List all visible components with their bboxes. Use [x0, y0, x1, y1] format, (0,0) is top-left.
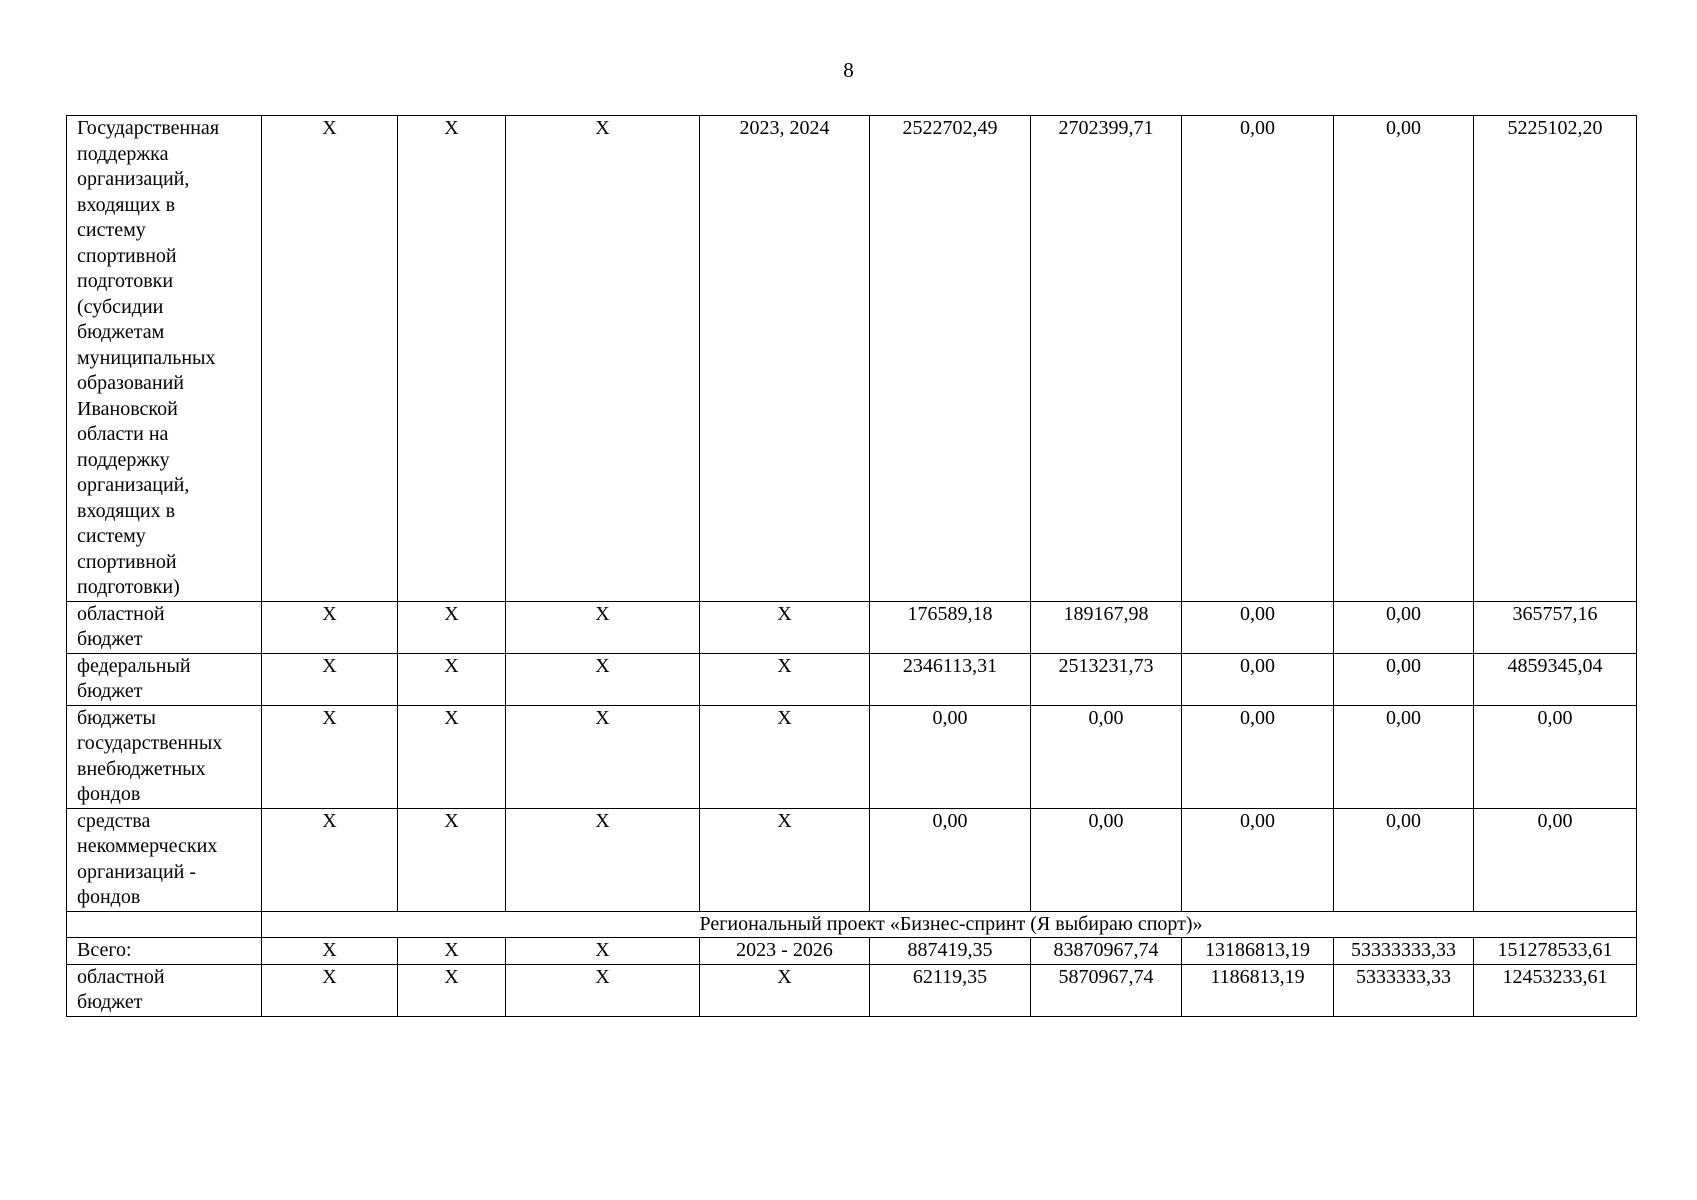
row-label-line: организаций, — [77, 474, 190, 496]
row-label-line: подготовки — [77, 270, 174, 292]
row-label-line: систему — [77, 525, 146, 547]
table-cell-marker: X — [506, 116, 700, 602]
table-cell-amount: 151278533,61 — [1474, 938, 1637, 965]
table-cell-marker: X — [262, 601, 398, 653]
row-label-line: государственных — [77, 732, 223, 754]
table-cell-marker: X — [398, 601, 506, 653]
row-label — [67, 808, 262, 911]
row-label-line: подготовки) — [77, 576, 180, 598]
row-label-line: фондов — [77, 886, 141, 908]
table-cell-marker: X — [700, 601, 870, 653]
table-cell-marker: X — [700, 705, 870, 808]
row-label-line: организаций, — [77, 168, 190, 190]
table-row — [67, 938, 1637, 965]
table-cell-amount: 0,00 — [1334, 705, 1474, 808]
table-cell-marker: X — [506, 653, 700, 705]
table-cell-marker: X — [398, 116, 506, 602]
page-number: 8 — [843, 58, 854, 82]
row-label — [67, 116, 262, 602]
row-label-line: образований — [77, 372, 185, 394]
table-cell-amount: 189167,98 — [1031, 601, 1182, 653]
table-cell-amount: 5870967,74 — [1031, 964, 1182, 1016]
table-cell-amount: 0,00 — [1474, 705, 1637, 808]
table-cell-amount: 12453233,61 — [1474, 964, 1637, 1016]
empty-cell — [67, 911, 262, 938]
table-cell-amount: 13186813,19 — [1182, 938, 1334, 965]
table-row — [67, 705, 1637, 808]
row-label-line: входящих в — [77, 499, 176, 522]
row-label-line: бюджет — [77, 680, 143, 702]
table-row — [67, 601, 1637, 653]
table-cell-marker: X — [700, 964, 870, 1016]
table-row — [67, 653, 1637, 705]
table-cell-amount: 2513231,73 — [1031, 653, 1182, 705]
table-cell-marker: X — [398, 653, 506, 705]
table-cell-amount: 176589,18 — [870, 601, 1031, 653]
row-label-line: федеральный — [77, 654, 191, 677]
table-cell-marker: X — [262, 705, 398, 808]
table-cell-amount: 2702399,71 — [1031, 116, 1182, 602]
table-cell-amount: 2522702,49 — [870, 116, 1031, 602]
row-label-line: (субсидии — [77, 295, 164, 318]
table-cell-amount: 83870967,74 — [1031, 938, 1182, 965]
row-label — [67, 938, 262, 965]
row-label-line: бюджет — [77, 628, 143, 650]
row-label-line: Всего: — [77, 939, 132, 961]
row-label-line: поддержку — [77, 448, 170, 471]
row-label-line: областной — [77, 602, 165, 625]
row-label-line: спортивной — [77, 244, 177, 267]
table-cell-amount: 4859345,04 — [1474, 653, 1637, 705]
table-cell-marker: X — [506, 964, 700, 1016]
row-label-line: Государственная — [77, 117, 220, 139]
table-cell-amount: 0,00 — [1031, 808, 1182, 911]
table-cell-marker: X — [700, 808, 870, 911]
row-label-line: муниципальных — [77, 346, 216, 369]
table-cell-marker: X — [262, 653, 398, 705]
table-cell-amount: 0,00 — [1182, 653, 1334, 705]
table-row — [67, 116, 1637, 602]
table-cell-amount: 365757,16 — [1474, 601, 1637, 653]
table-cell-amount: 0,00 — [1182, 601, 1334, 653]
table-body — [67, 116, 1637, 1017]
table-cell-marker: X — [262, 964, 398, 1016]
table-cell-marker: X — [506, 938, 700, 965]
table-cell-amount: 0,00 — [1474, 808, 1637, 911]
row-label-line: бюджетам — [77, 321, 165, 343]
table-cell-amount: 0,00 — [1182, 808, 1334, 911]
project-header-row — [67, 911, 1637, 938]
table-cell-amount: 0,00 — [1182, 705, 1334, 808]
table-cell-marker: X — [398, 964, 506, 1016]
row-label-line: Ивановской — [77, 397, 178, 420]
row-label-line: поддержка — [77, 142, 169, 165]
row-label-line: спортивной — [77, 550, 177, 573]
table-cell-marker: X — [398, 938, 506, 965]
row-label-line: бюджеты — [77, 706, 156, 729]
row-label-line: систему — [77, 219, 146, 241]
table-cell-amount: 0,00 — [1182, 116, 1334, 602]
budget-table — [66, 115, 1637, 1017]
table-cell-marker: X — [506, 601, 700, 653]
table-cell-marker: X — [398, 705, 506, 808]
table-cell-amount: 0,00 — [1334, 601, 1474, 653]
table-cell-amount: 1186813,19 — [1182, 964, 1334, 1016]
table-cell-marker: X — [262, 116, 398, 602]
row-label-line: областной — [77, 965, 165, 988]
table-row — [67, 964, 1637, 1016]
table-cell-amount: 0,00 — [1334, 116, 1474, 602]
table-cell-amount: 62119,35 — [870, 964, 1031, 1016]
table-cell-marker: X — [398, 808, 506, 911]
row-label-line: организаций - — [77, 860, 197, 883]
table-cell-marker: X — [262, 808, 398, 911]
table-cell-marker: 2023, 2024 — [700, 116, 870, 602]
table-cell-marker: X — [262, 938, 398, 965]
row-label — [67, 601, 262, 653]
row-label — [67, 964, 262, 1016]
row-label-line: бюджет — [77, 991, 143, 1013]
table-cell-amount: 0,00 — [1334, 808, 1474, 911]
table-cell-amount: 5333333,33 — [1334, 964, 1474, 1016]
row-label-line: входящих в — [77, 193, 176, 216]
project-title: Региональный проект «Бизнес-спринт (Я выбираю спорт)» — [262, 911, 1637, 938]
table-cell-amount: 887419,35 — [870, 938, 1031, 965]
row-label — [67, 653, 262, 705]
table-row — [67, 808, 1637, 911]
table-cell-marker: 2023 - 2026 — [700, 938, 870, 965]
table-cell-marker: X — [700, 653, 870, 705]
table-cell-amount: 53333333,33 — [1334, 938, 1474, 965]
row-label-line: средства — [77, 809, 151, 832]
row-label-line: области на — [77, 423, 169, 445]
table-cell-marker: X — [506, 705, 700, 808]
table-cell-amount: 5225102,20 — [1474, 116, 1637, 602]
table-cell-amount: 2346113,31 — [870, 653, 1031, 705]
table-cell-marker: X — [506, 808, 700, 911]
table-cell-amount: 0,00 — [870, 705, 1031, 808]
table-cell-amount: 0,00 — [870, 808, 1031, 911]
table-cell-amount: 0,00 — [1334, 653, 1474, 705]
row-label-line: внебюджетных — [77, 757, 206, 780]
row-label-line: фондов — [77, 783, 141, 805]
row-label-line: некоммерческих — [77, 835, 218, 857]
row-label — [67, 705, 262, 808]
table-cell-amount: 0,00 — [1031, 705, 1182, 808]
